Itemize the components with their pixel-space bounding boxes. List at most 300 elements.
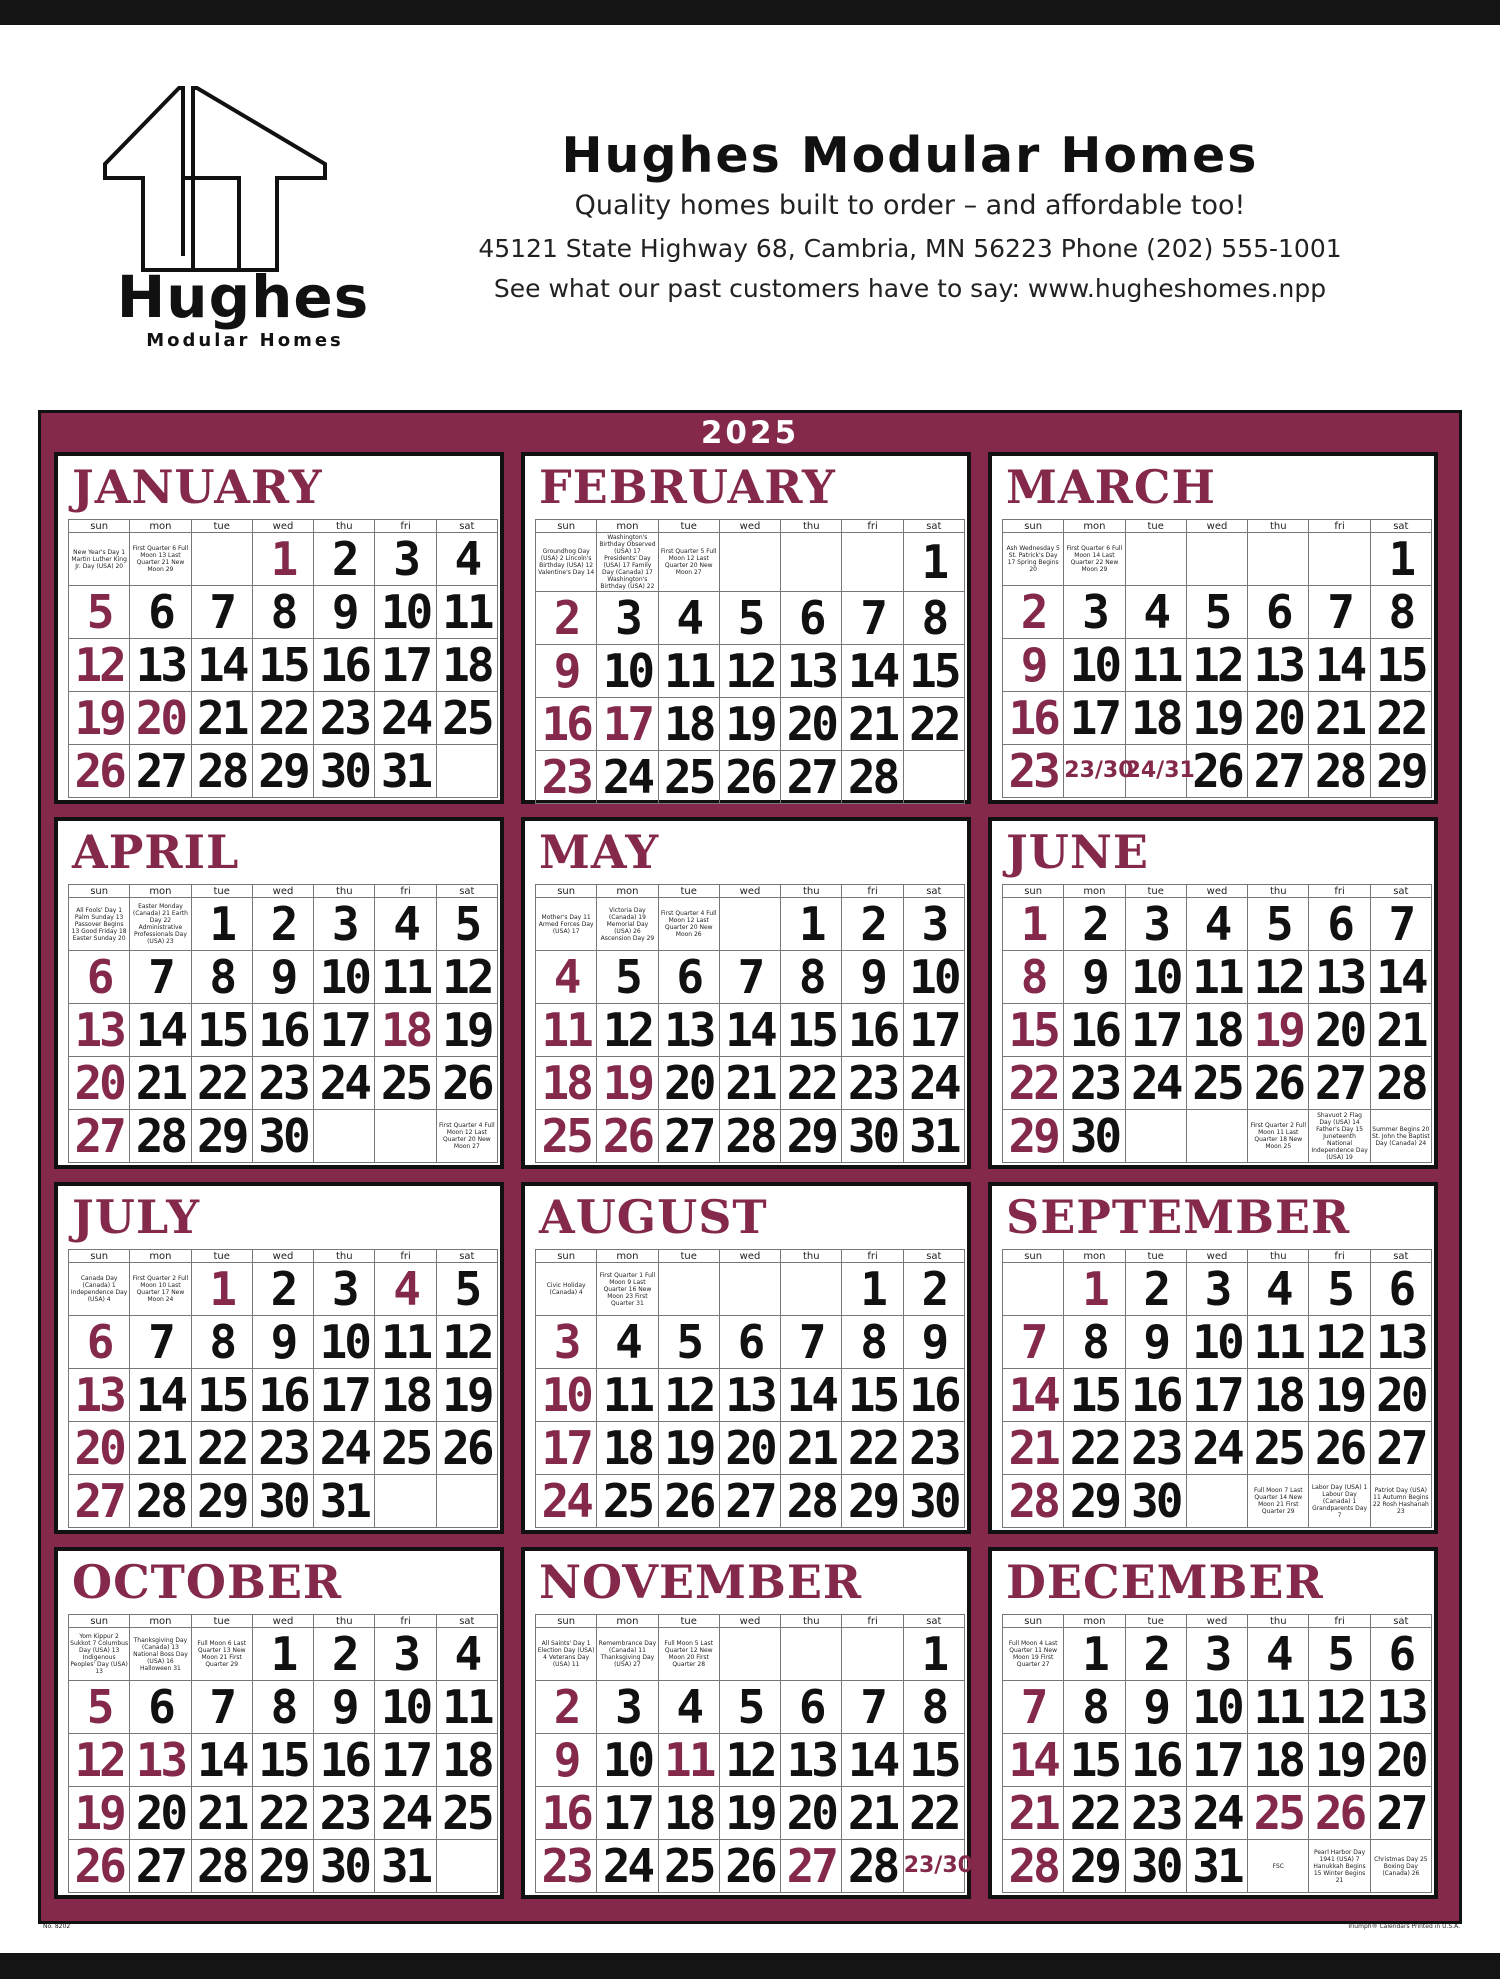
day-cell: [1125, 1422, 1186, 1475]
day-cell: [658, 1004, 719, 1057]
day-number: 23/30: [1064, 758, 1134, 783]
day-number: 7: [1020, 1315, 1046, 1369]
day-number: 25: [1192, 1056, 1242, 1110]
day-cell: [781, 1316, 842, 1369]
day-cell: [597, 1840, 658, 1893]
day-cell: [375, 533, 436, 586]
day-cell: [658, 751, 719, 804]
day-number: 16: [1008, 691, 1058, 745]
day-cell: [1248, 1787, 1309, 1840]
day-cell: [252, 639, 313, 692]
holiday-note-cell: [536, 1263, 597, 1316]
day-cell: [842, 1110, 903, 1163]
day-cell: [69, 1475, 130, 1528]
empty-cell: [375, 1110, 436, 1163]
weekday-header: sun: [536, 885, 597, 898]
day-number: 10: [380, 1680, 431, 1734]
day-number: 18: [541, 1056, 591, 1110]
day-number: 24: [602, 1839, 653, 1893]
day-cell: [536, 645, 597, 698]
day-number: 9: [270, 950, 296, 1004]
weekday-header: tue: [658, 520, 719, 533]
day-number: 20: [135, 1786, 186, 1840]
holiday-note-cell: [1309, 1110, 1370, 1163]
day-cell: [1248, 1734, 1309, 1787]
empty-cell: [719, 1628, 780, 1681]
day-cell: [375, 951, 436, 1004]
day-cell: [1309, 1734, 1370, 1787]
day-cell: [658, 1057, 719, 1110]
day-cell: [1125, 1369, 1186, 1422]
holiday-note-cell: [130, 1628, 191, 1681]
day-number: 2: [921, 1262, 947, 1316]
day-number: 1: [270, 532, 296, 586]
day-number: 22: [1069, 1421, 1120, 1475]
day-number: 28: [725, 1109, 775, 1163]
company-website: See what our past customers have to say: www.hugheshomes.npp: [493, 274, 1327, 303]
day-number: 24/31: [1125, 758, 1195, 783]
day-cell: [658, 1475, 719, 1528]
day-cell: [375, 1840, 436, 1893]
holiday-note-cell: [1370, 1840, 1431, 1893]
day-cell: [1064, 1787, 1125, 1840]
day-cell: [314, 1681, 375, 1734]
day-cell: [719, 1004, 780, 1057]
day-number: 21: [725, 1056, 775, 1110]
day-cell: [842, 698, 903, 751]
holiday-note: Full Moon 4 Last Quarter 11 New Moon 19 First Quarter 27: [1008, 1640, 1058, 1668]
day-number: 4: [454, 1627, 480, 1681]
day-cell: [252, 533, 313, 586]
day-number: 12: [1192, 638, 1242, 692]
holiday-note-cell: [69, 898, 130, 951]
day-cell: [781, 645, 842, 698]
day-cell: [1064, 1681, 1125, 1734]
day-cell: [191, 898, 252, 951]
weekday-header: wed: [1186, 1250, 1247, 1263]
empty-cell: [1003, 1263, 1064, 1316]
day-number: 30: [909, 1474, 959, 1528]
day-number: 28: [786, 1474, 836, 1528]
weekday-header: fri: [842, 1250, 903, 1263]
day-cell: [1003, 898, 1064, 951]
day-cell: [719, 1475, 780, 1528]
day-number: 5: [615, 950, 640, 1004]
day-cell: [1248, 1628, 1309, 1681]
day-number: 27: [786, 750, 836, 804]
day-cell: [1003, 1369, 1064, 1422]
printer-credit: Triumph® Calendars Printed in U.S.A.: [1347, 1923, 1460, 1930]
day-number: 19: [1192, 691, 1242, 745]
day-number: 1: [860, 1262, 885, 1316]
day-number: 20: [1253, 691, 1303, 745]
day-cell: [781, 1475, 842, 1528]
day-number: 20: [664, 1056, 714, 1110]
weekday-header: fri: [1309, 520, 1370, 533]
day-number: 10: [602, 1733, 653, 1787]
weekday-header: tue: [191, 1250, 252, 1263]
day-cell: [719, 592, 780, 645]
day-number: 13: [786, 644, 836, 698]
day-number: 29: [1069, 1839, 1120, 1893]
day-number: 26: [1192, 744, 1242, 798]
day-number: 8: [860, 1315, 885, 1369]
day-cell: [436, 1263, 497, 1316]
day-cell: [252, 1787, 313, 1840]
day-number: 16: [1131, 1733, 1181, 1787]
day-cell: [1003, 1840, 1064, 1893]
day-cell: [191, 1369, 252, 1422]
day-number: 22: [909, 697, 959, 751]
day-number: 13: [786, 1733, 836, 1787]
day-cell: [191, 1263, 252, 1316]
day-cell: [436, 1004, 497, 1057]
day-number: 11: [1253, 1315, 1303, 1369]
day-cell: [536, 1004, 597, 1057]
day-cell: [191, 586, 252, 639]
day-cell: [130, 1734, 191, 1787]
day-cell: [1248, 586, 1309, 639]
day-number: 25: [442, 1786, 492, 1840]
day-cell: [1064, 1263, 1125, 1316]
weekday-header: fri: [842, 885, 903, 898]
day-cell: [1125, 1734, 1186, 1787]
day-number: 15: [197, 1368, 247, 1422]
day-number: 24: [1192, 1421, 1242, 1475]
day-number: 30: [319, 1839, 369, 1893]
holiday-note: First Quarter 5 Full Moon 12 Last Quarter 20 New Moon 27: [660, 548, 717, 576]
day-cell: [903, 1681, 964, 1734]
holiday-note: Full Moon 6 Last Quarter 13 New Moon 21 First Quarter 29: [197, 1640, 247, 1668]
day-cell: [903, 898, 964, 951]
day-cell: [781, 1681, 842, 1734]
day-cell: [69, 1369, 130, 1422]
day-cell: [191, 951, 252, 1004]
day-cell: [375, 1681, 436, 1734]
day-number: 9: [270, 1315, 296, 1369]
day-number: 25: [541, 1109, 591, 1163]
weekday-header: fri: [375, 1250, 436, 1263]
weekday-header: sun: [1003, 520, 1064, 533]
holiday-note: FSC: [1272, 1862, 1284, 1870]
day-number: 18: [664, 697, 714, 751]
day-number: 23: [319, 1786, 369, 1840]
day-number: 4: [1265, 1262, 1291, 1316]
day-number: 27: [135, 744, 186, 798]
day-number: 1: [1020, 897, 1046, 951]
day-number: 9: [553, 644, 579, 698]
day-number: 24: [541, 1474, 591, 1528]
month-grid: [1002, 884, 1432, 1163]
day-cell: [1186, 951, 1247, 1004]
day-cell: [1064, 1734, 1125, 1787]
day-number: 14: [135, 1368, 186, 1422]
empty-cell: [719, 1263, 780, 1316]
logo-subtitle: Modular Homes: [146, 330, 344, 351]
month-grid: [535, 884, 965, 1163]
day-cell: [1064, 1004, 1125, 1057]
day-cell: [314, 745, 375, 798]
day-number: 6: [798, 591, 824, 645]
day-cell: [781, 1422, 842, 1475]
day-number: 26: [664, 1474, 714, 1528]
empty-cell: [436, 1475, 497, 1528]
day-cell: [1064, 1369, 1125, 1422]
day-cell: [1186, 1734, 1247, 1787]
day-number: 27: [1376, 1421, 1426, 1475]
day-number: 10: [1069, 638, 1120, 692]
day-number: 19: [725, 697, 775, 751]
day-cell: [1003, 1475, 1064, 1528]
weekday-header: mon: [130, 1250, 191, 1263]
day-cell: [375, 586, 436, 639]
weekday-header: sun: [69, 1250, 130, 1263]
day-number: 2: [553, 591, 579, 645]
day-number: 15: [1376, 638, 1426, 692]
day-cell: [191, 745, 252, 798]
day-cell: [781, 1057, 842, 1110]
house-logo-icon: [95, 88, 355, 278]
day-number: 16: [319, 1733, 369, 1787]
day-cell: [1125, 1057, 1186, 1110]
day-number: 11: [541, 1003, 591, 1057]
day-cell: [1186, 1316, 1247, 1369]
day-number: 10: [541, 1368, 591, 1422]
day-cell: [597, 1422, 658, 1475]
day-number: 13: [1314, 950, 1365, 1004]
day-number: 4: [1143, 585, 1169, 639]
weekday-header: mon: [597, 520, 658, 533]
day-cell: [191, 1422, 252, 1475]
day-number: 7: [860, 1680, 885, 1734]
weekday-header: fri: [1309, 1250, 1370, 1263]
empty-cell: [1186, 1110, 1247, 1163]
day-number: 12: [1253, 950, 1303, 1004]
day-number: 7: [209, 1680, 235, 1734]
day-number: 20: [1376, 1368, 1426, 1422]
day-number: 24: [319, 1421, 369, 1475]
day-cell: [1370, 1422, 1431, 1475]
weekday-header: tue: [1125, 1250, 1186, 1263]
day-cell: [252, 1628, 313, 1681]
day-cell: [375, 1422, 436, 1475]
day-cell: [658, 1840, 719, 1893]
day-number: 19: [442, 1003, 492, 1057]
day-cell: [903, 1110, 964, 1163]
holiday-note-cell: [597, 1263, 658, 1316]
day-cell: [1370, 1734, 1431, 1787]
day-cell: [191, 1734, 252, 1787]
day-number: 5: [1265, 897, 1291, 951]
day-number: 6: [798, 1680, 824, 1734]
day-number: 19: [1253, 1003, 1303, 1057]
holiday-note-cell: [1248, 1475, 1309, 1528]
day-cell: [130, 951, 191, 1004]
day-cell: [903, 1787, 964, 1840]
day-number: 10: [319, 950, 369, 1004]
day-cell: [719, 1110, 780, 1163]
weekday-header: mon: [130, 520, 191, 533]
day-cell: [597, 698, 658, 751]
day-cell: [1248, 1422, 1309, 1475]
month-may: [521, 817, 971, 1169]
day-number: 22: [847, 1421, 898, 1475]
day-cell: [1125, 1681, 1186, 1734]
day-number: 13: [74, 1003, 124, 1057]
day-cell: [536, 1787, 597, 1840]
day-cell: [658, 592, 719, 645]
weekday-header: sat: [903, 885, 964, 898]
weekday-header: thu: [1248, 1615, 1309, 1628]
day-number: 7: [1020, 1680, 1046, 1734]
month-grid: [68, 884, 498, 1163]
day-number: 11: [1192, 950, 1242, 1004]
day-cell: [191, 1787, 252, 1840]
day-number: 3: [1204, 1262, 1230, 1316]
day-cell: [781, 1734, 842, 1787]
day-cell: [1003, 586, 1064, 639]
day-number: 20: [786, 1786, 836, 1840]
weekday-header: thu: [781, 1250, 842, 1263]
day-cell: [1309, 1422, 1370, 1475]
day-number: 15: [258, 638, 308, 692]
weekday-header: mon: [1064, 520, 1125, 533]
day-cell: [658, 1316, 719, 1369]
day-number: 3: [1204, 1627, 1230, 1681]
day-number: 14: [1376, 950, 1426, 1004]
day-cell: [597, 1110, 658, 1163]
day-cell: [436, 951, 497, 1004]
day-cell: [597, 592, 658, 645]
day-number: 23: [258, 1421, 308, 1475]
day-cell: [1003, 1787, 1064, 1840]
day-cell: [1125, 692, 1186, 745]
day-cell: [130, 586, 191, 639]
day-number: 16: [541, 697, 591, 751]
month-name: APRIL: [72, 825, 240, 879]
holiday-note: Washington's Birthday Observed (USA) 17 Presidents' Day (USA) 17 Family Day (Canada) 17 Washington's Birthday (USA) 22: [599, 534, 656, 590]
day-number: 26: [725, 750, 775, 804]
day-number: 5: [454, 897, 480, 951]
month-name: JULY: [72, 1190, 201, 1244]
day-number: 6: [1327, 897, 1352, 951]
day-cell: [781, 951, 842, 1004]
day-cell: [1248, 1263, 1309, 1316]
day-cell: [314, 1422, 375, 1475]
day-cell: [1186, 1681, 1247, 1734]
day-number: 8: [1388, 585, 1414, 639]
day-number: 27: [135, 1839, 186, 1893]
day-number: 28: [197, 744, 247, 798]
weekday-header: thu: [314, 885, 375, 898]
calendar-year: 2025: [700, 415, 800, 451]
day-number: 2: [1143, 1262, 1169, 1316]
day-cell: [252, 1369, 313, 1422]
day-number: 21: [1314, 691, 1365, 745]
day-number: 16: [1069, 1003, 1120, 1057]
day-cell: [191, 692, 252, 745]
day-cell: [719, 1787, 780, 1840]
day-cell: [1003, 1110, 1064, 1163]
day-cell: [69, 586, 130, 639]
day-number: 2: [553, 1680, 579, 1734]
weekday-header: wed: [252, 1615, 313, 1628]
day-cell: [1309, 1004, 1370, 1057]
day-cell: [903, 1057, 964, 1110]
empty-cell: [658, 1263, 719, 1316]
day-number: 22: [1376, 691, 1426, 745]
weekday-header: mon: [130, 885, 191, 898]
day-cell: [1370, 692, 1431, 745]
day-number: 23: [319, 691, 369, 745]
day-number: 19: [74, 691, 124, 745]
day-number: 9: [331, 585, 357, 639]
day-number: 28: [1008, 1474, 1058, 1528]
day-cell: [1370, 1681, 1431, 1734]
holiday-note: Ash Wednesday 5 St. Patrick's Day 17 Spring Begins 20: [1006, 545, 1060, 573]
weekday-header: sun: [536, 1615, 597, 1628]
empty-cell: [1186, 533, 1247, 586]
day-number: 24: [380, 1786, 431, 1840]
day-cell: [1309, 1263, 1370, 1316]
month-grid: [68, 1249, 498, 1528]
day-number: 11: [664, 644, 714, 698]
day-cell: [903, 533, 964, 592]
day-cell: [1125, 1475, 1186, 1528]
day-number: 29: [1008, 1109, 1058, 1163]
day-number: 29: [786, 1109, 836, 1163]
day-cell: [1186, 1057, 1247, 1110]
day-cell: [252, 1057, 313, 1110]
day-cell: [1186, 586, 1247, 639]
day-cell: [719, 1840, 780, 1893]
day-number: 24: [602, 750, 653, 804]
day-number: 20: [725, 1421, 775, 1475]
weekday-header: wed: [252, 885, 313, 898]
weekday-header: mon: [597, 1250, 658, 1263]
holiday-note-cell: [597, 898, 658, 951]
day-number: 23: [258, 1056, 308, 1110]
empty-cell: [903, 751, 964, 804]
day-number: 10: [319, 1315, 369, 1369]
day-cell: [314, 1628, 375, 1681]
day-number: 13: [135, 638, 186, 692]
day-cell: [597, 751, 658, 804]
month-november: [521, 1547, 971, 1899]
weekday-header: sun: [1003, 1250, 1064, 1263]
holiday-note-cell: [191, 1628, 252, 1681]
day-cell: [903, 1369, 964, 1422]
day-cell: [1370, 586, 1431, 639]
day-cell: [436, 1422, 497, 1475]
holiday-note: Mother's Day 11 Armed Forces Day (USA) 17: [538, 913, 594, 935]
day-number: 31: [1192, 1839, 1242, 1893]
day-number: 1: [798, 897, 824, 951]
day-number: 27: [74, 1109, 124, 1163]
day-cell: [781, 1787, 842, 1840]
holiday-note-cell: [536, 898, 597, 951]
day-cell: [781, 592, 842, 645]
day-cell: [658, 645, 719, 698]
holiday-note-cell: [130, 898, 191, 951]
day-number: 17: [319, 1003, 369, 1057]
day-cell: [1064, 898, 1125, 951]
day-number: 28: [135, 1109, 186, 1163]
day-number: 21: [1376, 1003, 1426, 1057]
day-number: 5: [86, 585, 112, 639]
month-name: AUGUST: [539, 1190, 768, 1244]
day-number: 25: [380, 1421, 431, 1475]
